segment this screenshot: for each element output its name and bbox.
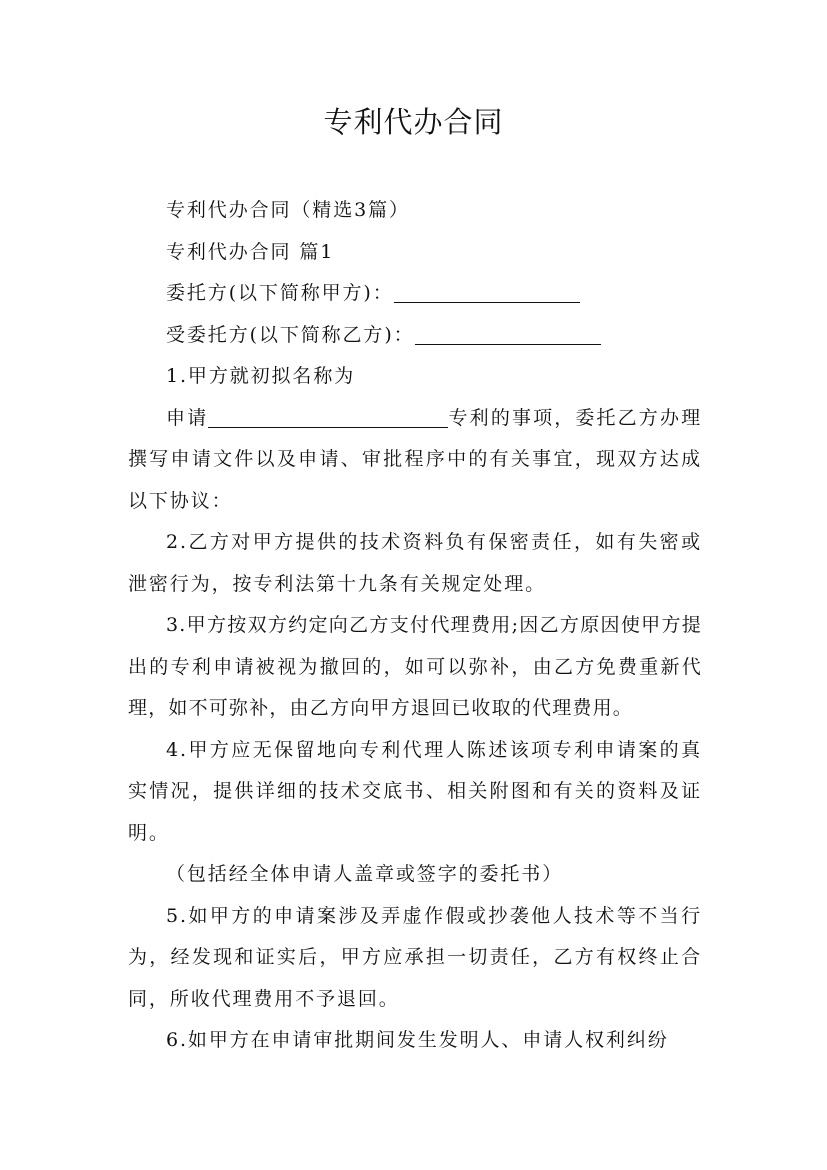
client-line [128, 273, 702, 315]
clause-1-body [128, 398, 702, 523]
client-name-blank[interactable] [394, 280, 580, 303]
clause-1-heading: 1.甲方就初拟名称为 [166, 365, 356, 387]
clause-2: 2.乙方对甲方提供的技术资料负有保密责任，如有失密或泄密行为，按专利法第十九条有关规定处理。 [128, 531, 702, 595]
clause-3: 3.甲方按双方约定向乙方支付代理费用;因乙方原因使甲方提出的专利申请被视为撤回的，如可以弥补，由乙方免费重新代理，如不可弥补，由乙方向甲方退回已收取的代理费用。 [128, 614, 702, 719]
client-label: 委托方(以下简称甲方)： [166, 282, 394, 304]
subtitle-line: 专利代办合同（精选3篇） [166, 199, 410, 221]
clause-6: 6.如甲方在申请审批期间发生发明人、申请人权利纠纷 [166, 1029, 669, 1051]
clause-1-rest: 专利的事项，委托乙方办理撰写申请文件以及申请、审批程序中的有关事宜，现双方达成以下协议： [128, 406, 702, 512]
agent-line [128, 315, 702, 357]
agent-label: 受委托方(以下简称乙方)： [166, 323, 415, 346]
part-heading: 专利代办合同 篇1 [166, 240, 335, 263]
patent-name-blank[interactable] [208, 405, 448, 428]
clause-4: 4.甲方应无保留地向专利代理人陈述该项专利申请案的真实情况，提供详细的技术交底书、相关附图和有关的资料及证明。 [128, 738, 702, 844]
clause-4-note: （包括经全体申请人盖章或签字的委托书） [166, 863, 564, 885]
agent-name-blank[interactable] [415, 322, 601, 345]
clause-5: 5.如甲方的申请案涉及弄虚作假或抄袭他人技术等不当行为，经发现和证实后，甲方应承担一切责任，乙方有权终止合同，所收代理费用不予退回。 [128, 904, 702, 1010]
clause-1-apply: 申请 [166, 406, 209, 429]
document-body [128, 190, 702, 1062]
document-title: 专利代办合同 [323, 105, 504, 139]
